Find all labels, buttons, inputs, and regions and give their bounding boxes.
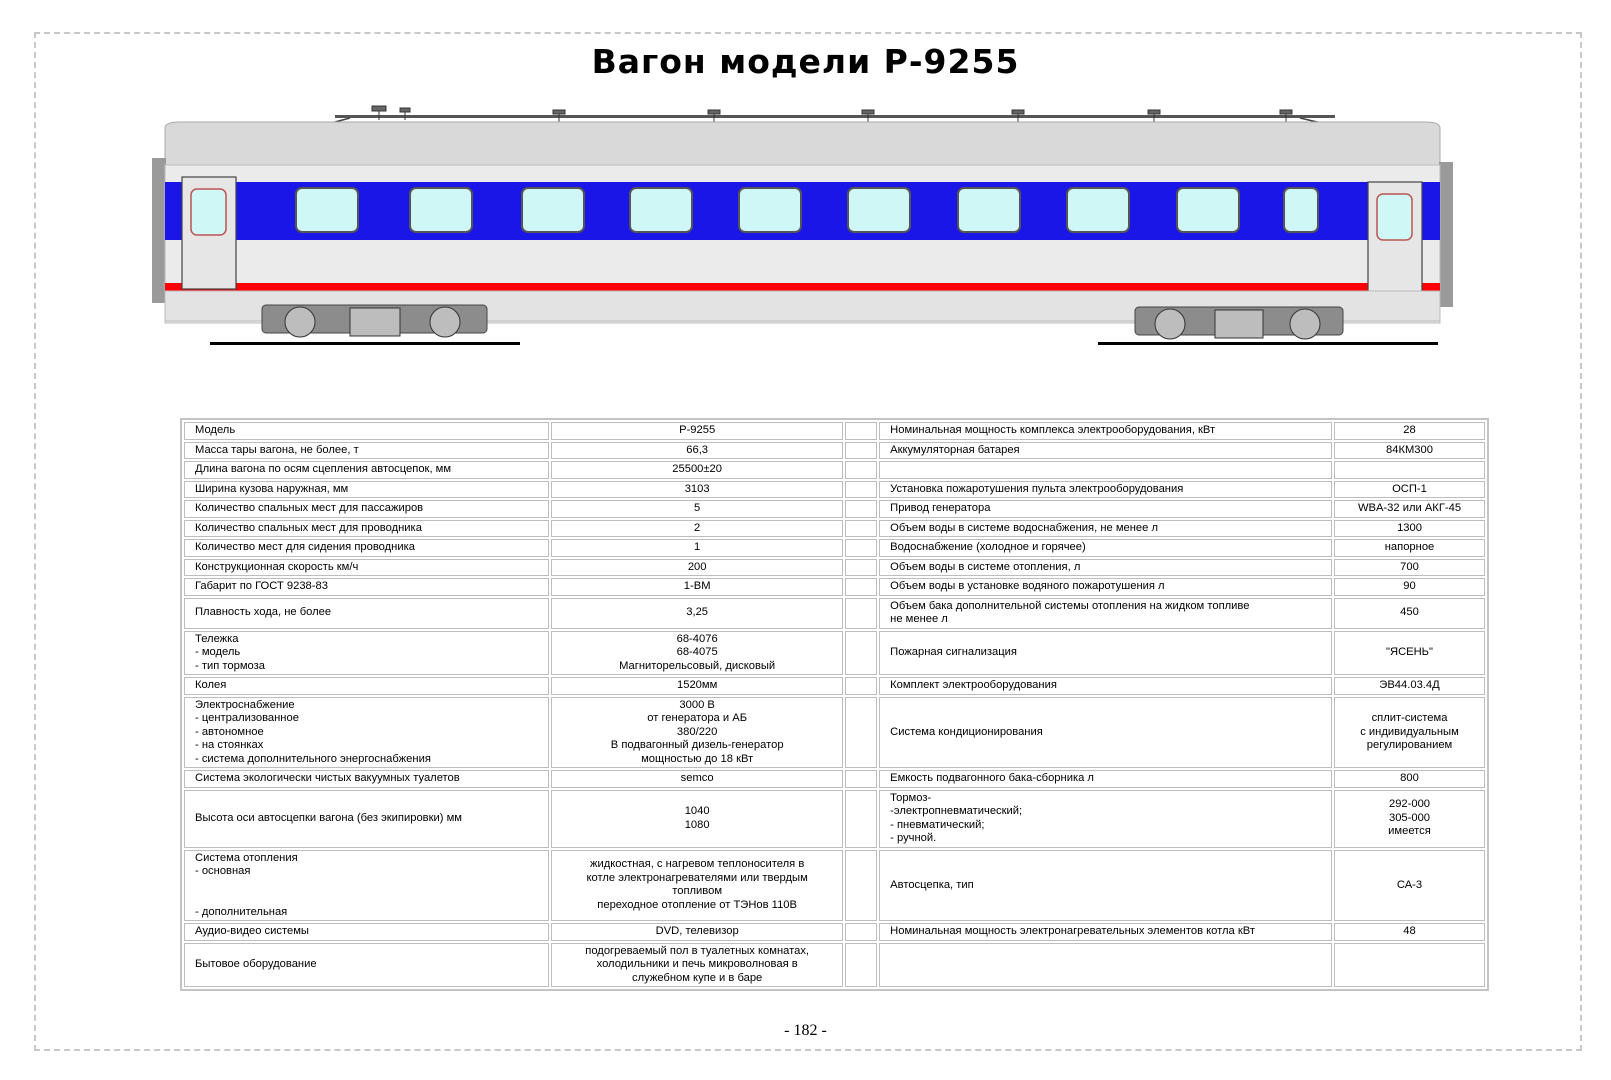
spec-value: ОСП-1 <box>1334 481 1485 499</box>
spacer-cell <box>845 770 877 788</box>
spacer-cell <box>845 500 877 518</box>
spacer-cell <box>845 559 877 577</box>
spacer-cell <box>845 481 877 499</box>
spec-label: Автосцепка, тип <box>879 850 1332 922</box>
spec-value: 25500±20 <box>551 461 842 479</box>
table-row <box>184 500 1485 518</box>
spec-label: Комплект электрооборудования <box>879 677 1332 695</box>
spacer-cell <box>845 677 877 695</box>
spec-label: Высота оси автосцепки вагона (без экипировки) мм <box>184 790 549 848</box>
spec-label: Электроснабжение - централизованное - автономное - на стоянках - система дополнительного энергоснабжения <box>184 697 549 769</box>
table-row <box>184 850 1485 922</box>
spacer-cell <box>845 461 877 479</box>
spec-value: DVD, телевизор <box>551 923 842 941</box>
spacer-cell <box>845 943 877 988</box>
spec-value: Р-9255 <box>551 422 842 440</box>
table-row <box>184 559 1485 577</box>
spacer-cell <box>845 598 877 629</box>
table-row <box>184 943 1485 988</box>
spec-value: 90 <box>1334 578 1485 596</box>
page-title: Вагон модели Р-9255 <box>591 42 1020 81</box>
spec-value: WBA-32 или АКГ-45 <box>1334 500 1485 518</box>
spec-value: 28 <box>1334 422 1485 440</box>
spec-value: жидкостная, с нагревом теплоносителя в котле электронагревателями или твердым топливом переходное отопление от ТЭНов 110В <box>551 850 842 922</box>
spec-label: Количество спальных мест для проводника <box>184 520 549 538</box>
spec-value: подогреваемый пол в туалетных комнатах, холодильники и печь микроволновая в служебном купе и в баре <box>551 943 842 988</box>
spec-value: 200 <box>551 559 842 577</box>
table-row <box>184 578 1485 596</box>
spec-value <box>1334 461 1485 479</box>
spacer-cell <box>845 539 877 557</box>
spec-value: 800 <box>1334 770 1485 788</box>
table-row <box>184 520 1485 538</box>
spec-label: Привод генератора <box>879 500 1332 518</box>
table-row <box>184 481 1485 499</box>
spec-label: Объем воды в установке водяного пожаротушения л <box>879 578 1332 596</box>
table-row <box>184 461 1485 479</box>
spacer-cell <box>845 442 877 460</box>
spec-label: Колея <box>184 677 549 695</box>
spec-value <box>1334 943 1485 988</box>
table-row <box>184 697 1485 769</box>
spec-label: Номинальная мощность электронагревательных элементов котла кВт <box>879 923 1332 941</box>
table-row <box>184 442 1485 460</box>
spec-value: semco <box>551 770 842 788</box>
spec-value: сплит-система с индивидуальным регулированием <box>1334 697 1485 769</box>
spec-label: Масса тары вагона, не более, т <box>184 442 549 460</box>
spec-label: Тележка - модель - тип тормоза <box>184 631 549 676</box>
spec-value: 1300 <box>1334 520 1485 538</box>
spec-label <box>879 943 1332 988</box>
table-row <box>184 631 1485 676</box>
table-row <box>184 598 1485 629</box>
spec-value: 2 <box>551 520 842 538</box>
spec-value: 66,3 <box>551 442 842 460</box>
spec-label: Емкость подвагонного бака-сборника л <box>879 770 1332 788</box>
spec-value: 3103 <box>551 481 842 499</box>
spec-label: Система отопления - основная - дополнительная <box>184 850 549 922</box>
spacer-cell <box>845 422 877 440</box>
spec-label: Бытовое оборудование <box>184 943 549 988</box>
spec-label: Длина вагона по осям сцепления автосцепок, мм <box>184 461 549 479</box>
spec-label: Модель <box>184 422 549 440</box>
spec-label: Номинальная мощность комплекса электрооборудования, кВт <box>879 422 1332 440</box>
spec-label: Система экологически чистых вакуумных туалетов <box>184 770 549 788</box>
spec-value: 84КМ300 <box>1334 442 1485 460</box>
spec-label: Количество мест для сидения проводника <box>184 539 549 557</box>
spec-value: 48 <box>1334 923 1485 941</box>
spec-label: Конструкционная скорость км/ч <box>184 559 549 577</box>
spec-label: Ширина кузова наружная, мм <box>184 481 549 499</box>
spec-value: 1 <box>551 539 842 557</box>
spacer-cell <box>845 578 877 596</box>
spec-label: Количество спальных мест для пассажиров <box>184 500 549 518</box>
spec-label <box>879 461 1332 479</box>
spec-value: 5 <box>551 500 842 518</box>
table-row <box>184 770 1485 788</box>
spec-label: Габарит по ГОСТ 9238-83 <box>184 578 549 596</box>
spec-value: 450 <box>1334 598 1485 629</box>
spec-label: Водоснабжение (холодное и горячее) <box>879 539 1332 557</box>
spec-value: 3000 В от генератора и АБ 380/220 В подвагонный дизель-генератор мощностью до 18 кВт <box>551 697 842 769</box>
table-row <box>184 539 1485 557</box>
spec-value: 1-ВМ <box>551 578 842 596</box>
railcar-illustration <box>150 100 1510 370</box>
spec-label: Пожарная сигнализация <box>879 631 1332 676</box>
spec-value: СА-3 <box>1334 850 1485 922</box>
spec-value: 1040 1080 <box>551 790 842 848</box>
spec-value: "ЯСЕНЬ" <box>1334 631 1485 676</box>
spacer-cell <box>845 850 877 922</box>
spec-value: ЭВ44.03.4Д <box>1334 677 1485 695</box>
spec-label: Объем воды в системе отопления, л <box>879 559 1332 577</box>
spacer-cell <box>845 697 877 769</box>
spec-label: Установка пожаротушения пульта электрооборудования <box>879 481 1332 499</box>
spec-value: 292-000 305-000 имеется <box>1334 790 1485 848</box>
spec-label: Аккумуляторная батарея <box>879 442 1332 460</box>
spacer-cell <box>845 631 877 676</box>
table-row <box>184 790 1485 848</box>
spec-label: Плавность хода, не более <box>184 598 549 629</box>
table-row <box>184 422 1485 440</box>
table-row <box>184 923 1485 941</box>
spec-label: Система кондиционирования <box>879 697 1332 769</box>
spec-label: Аудио-видео системы <box>184 923 549 941</box>
specification-table <box>180 418 1489 991</box>
spec-value: 68-4076 68-4075 Магниторельсовый, дисковый <box>551 631 842 676</box>
spacer-cell <box>845 923 877 941</box>
spec-value: 1520мм <box>551 677 842 695</box>
spec-label: Объем бака дополнительной системы отопления на жидком топливе не менее л <box>879 598 1332 629</box>
spec-label: Объем воды в системе водоснабжения, не менее л <box>879 520 1332 538</box>
table-row <box>184 677 1485 695</box>
spec-value: 3,25 <box>551 598 842 629</box>
spacer-cell <box>845 520 877 538</box>
spacer-cell <box>845 790 877 848</box>
spec-label: Тормоз- -электропневматический; - пневматический; - ручной. <box>879 790 1332 848</box>
page-number: - 182 - <box>784 1022 827 1039</box>
spec-value: 700 <box>1334 559 1485 577</box>
spec-value: напорное <box>1334 539 1485 557</box>
